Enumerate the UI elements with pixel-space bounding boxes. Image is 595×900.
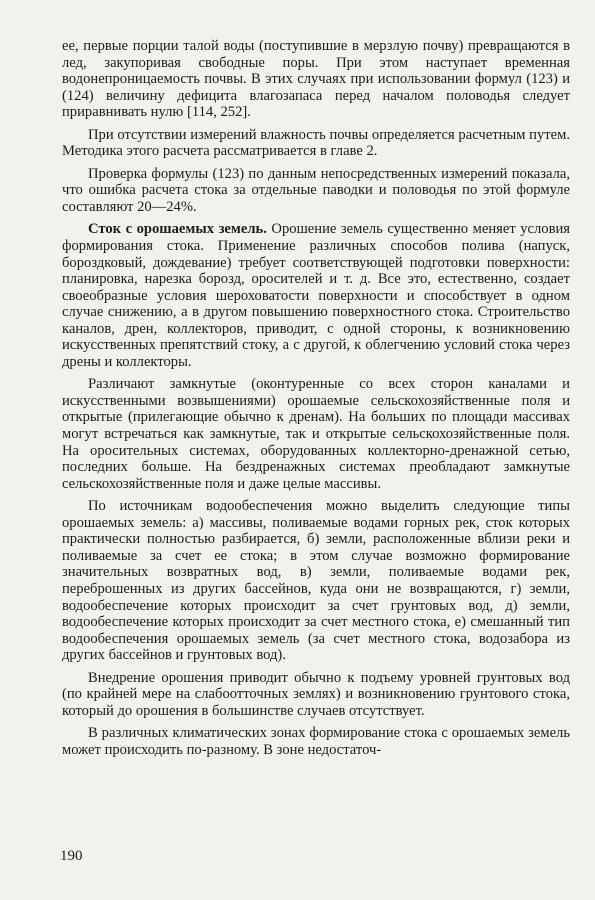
body-text <box>62 38 570 758</box>
paragraph-text: Внедрение орошения приводит обычно к подъему уровней грунтовых вод (по крайней мере на слабоотточных землях) и возникновению грунтового стока, который до орошения в большинстве случаев отсутствует. <box>62 669 570 719</box>
paragraph-text: В различных климатических зонах формирование стока с орошаемых земель может происходить по-разному. В зоне недостаточ- <box>62 725 570 758</box>
paragraph-text: Проверка формулы (123) по данным непосредственных измерений показала, что ошибка расчета стока за отдельные паводки и половодья по этой формуле составляют 20—24%. <box>62 165 570 215</box>
paragraph-text: При отсутствии измерений влажность почвы определяется расчетным путем. Методика этого расчета рассматривается в главе 2. <box>62 126 570 160</box>
paragraph-climate-zones <box>62 725 570 758</box>
paragraph-text: Орошение земель существенно меняет условия формирования стока. Применение различных способов полива (напуск, бороздковый, дождевание) требует соответствующей подготовки поверхности: планировка, нарезка борозд, оросителей и т. д. Все это, естественно, создает своеобразные условия шероховатости поверхности и способствует в одном случае снижению, а в другом повышению поверхностного стока. Строительство каналов, дрен, коллекторов, приводит, с одной стороны, к возникновению искусственных препятствий стоку, а с другой, к облегчению условий стока через дрены и коллекторы. <box>62 221 571 370</box>
paragraph-continuation <box>62 38 570 121</box>
paragraph-text: По источникам водообеспечения можно выделить следующие типы орошаемых земель: а) массивы, поливаемые водами горных рек, сток которых практически полностью разбирается, б) земли, расположенные вблизи реки и поливаемые за счет ее стока; в этом случае возможно формирование значительных возвратных вод, в) земли, поливаемые водами рек, переброшенных из других бассейнов, куда они не возвращаются, г) земли, водообеспечение которых происходит за счет грунтовых вод, д) земли, водообеспечение которых происходит за счет местного стока, е) смешанный тип водообеспечения орошаемых земель (за счет местного стока, водозабора из других бассейнов и грунтовых вод). <box>62 498 570 664</box>
paragraph-text: Различают замкнутые (оконтуренные со всех сторон каналами и искусственными возвышениями) орошаемые сельскохозяйственные поля и открытые (прилегающие обычно к дренам). На больших по площади массивах могут встречаться как замкнутые, так и открытые сельскохозяйственные поля. На оросительных системах, оборудованных коллекторно-дренажной сетью, последних больше. На бездренажных системах преобладают замкнутые сельскохозяйственные поля и даже целые массивы. <box>62 376 570 492</box>
paragraph-irrigated-runoff <box>62 221 570 370</box>
paragraph-water-sources <box>62 498 570 663</box>
paragraph-field-types <box>62 376 570 492</box>
paragraph-formula-check <box>62 166 570 216</box>
paragraph-soil-moisture <box>62 127 570 160</box>
page-number: 190 <box>60 848 83 864</box>
paragraph-text: ее, первые порции талой воды (поступившие в мерзлую почву) превращаются в лед, закупоривая свободные поры. При этом наступает временная водонепроницаемость почвы. В этих случаях при использовании формул (123) и (124) величину дефицита влагозапаса перед началом половодья следует приравнивать нулю [114, 252]. <box>62 38 570 121</box>
run-in-heading: Сток с орошаемых земель. <box>88 221 267 238</box>
paragraph-groundwater <box>62 670 570 720</box>
